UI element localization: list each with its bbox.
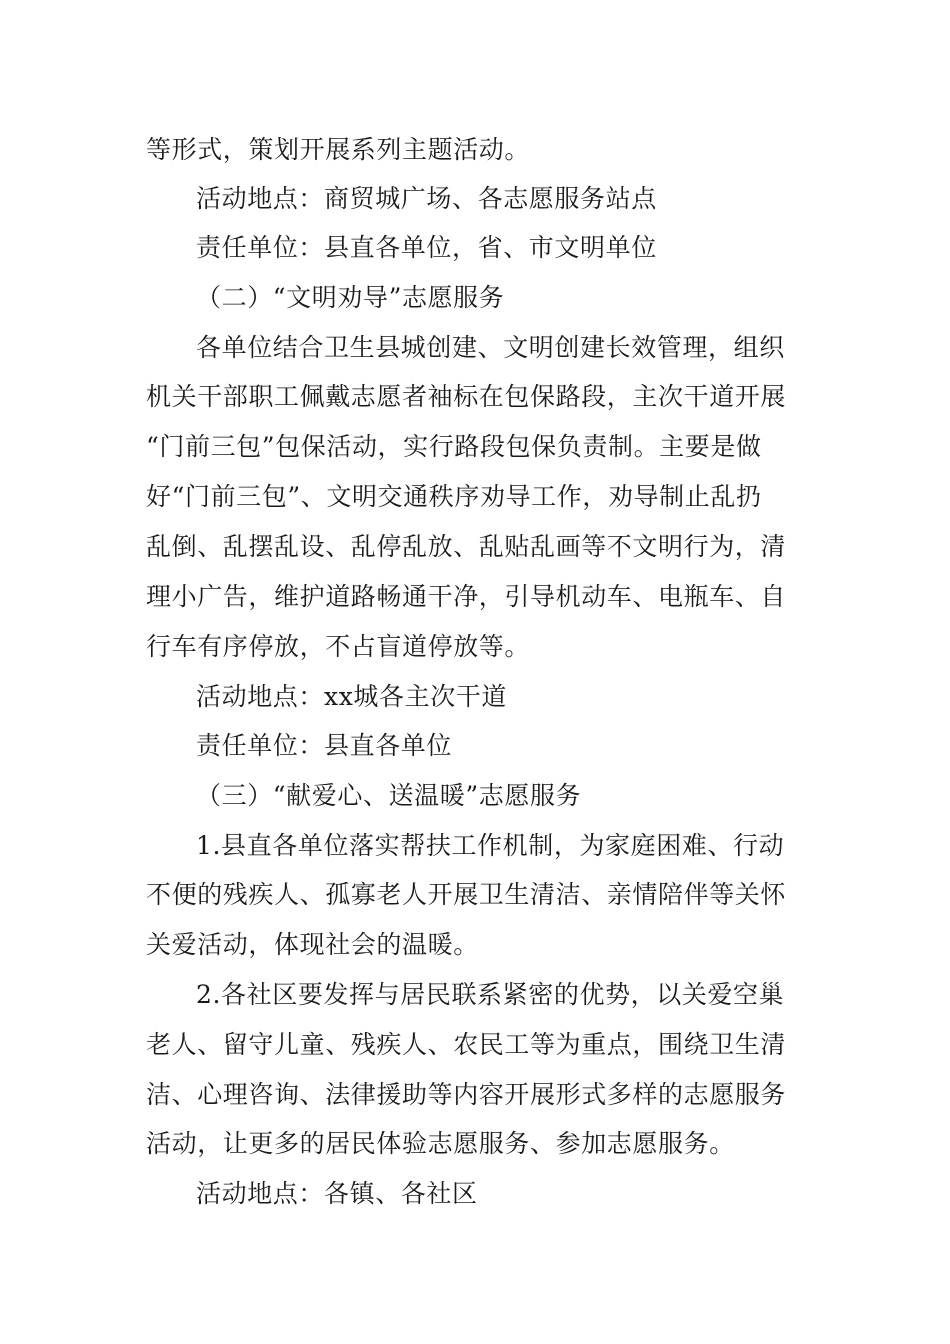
responsible-unit-line: 责任单位：县直各单位 [196, 731, 453, 760]
responsible-unit-line: 责任单位：县直各单位，省、市文明单位 [196, 233, 657, 262]
paragraph-line: 老人、留守儿童、残疾人、农民工等为重点，围绕卫生清 [146, 1030, 787, 1059]
section-heading-2: （二）“文明劝导”志愿服务 [196, 283, 505, 312]
section-heading-3: （三）“献爱心、送温暖”志愿服务 [196, 781, 582, 810]
activity-location-line: 活动地点：xx城各主次干道 [196, 682, 507, 711]
paragraph-line: 洁、心理咨询、法律援助等内容开展形式多样的志愿服务 [146, 1080, 787, 1109]
paragraph-line: 等形式，策划开展系列主题活动。 [146, 135, 531, 164]
paragraph-line: “门前三包”包保活动，实行路段包保负责制。主要是做 [146, 432, 762, 461]
list-item-line: 2.各社区要发挥与居民联系紧密的优势，以关爱空巢 [196, 980, 785, 1009]
paragraph-line: 行车有序停放，不占盲道停放等。 [146, 632, 531, 661]
paragraph-line: 乱倒、乱摆乱设、乱停乱放、乱贴乱画等不文明行为，清 [146, 532, 787, 561]
activity-location-line: 活动地点：各镇、各社区 [196, 1179, 478, 1208]
paragraph-line: 不便的残疾人、孤寡老人开展卫生清洁、亲情陪伴等关怀 [146, 880, 787, 909]
paragraph-line: 机关干部职工佩戴志愿者袖标在包保路段，主次干道开展 [146, 382, 787, 411]
list-item-line: 1.县直各单位落实帮扶工作机制，为家庭困难、行动 [196, 831, 785, 860]
paragraph-line: 关爱活动，体现社会的温暖。 [146, 930, 479, 959]
paragraph-line: 理小广告，维护道路畅通干净，引导机动车、电瓶车、自 [146, 582, 787, 611]
paragraph-line: 好“门前三包”、文明交通秩序劝导工作，劝导制止乱扔 [146, 482, 762, 511]
activity-location-line: 活动地点：商贸城广场、各志愿服务站点 [196, 184, 657, 213]
paragraph-line: 各单位结合卫生县城创建、文明创建长效管理，组织 [196, 333, 785, 362]
paragraph-line: 活动，让更多的居民体验志愿服务、参加志愿服务。 [146, 1129, 735, 1158]
